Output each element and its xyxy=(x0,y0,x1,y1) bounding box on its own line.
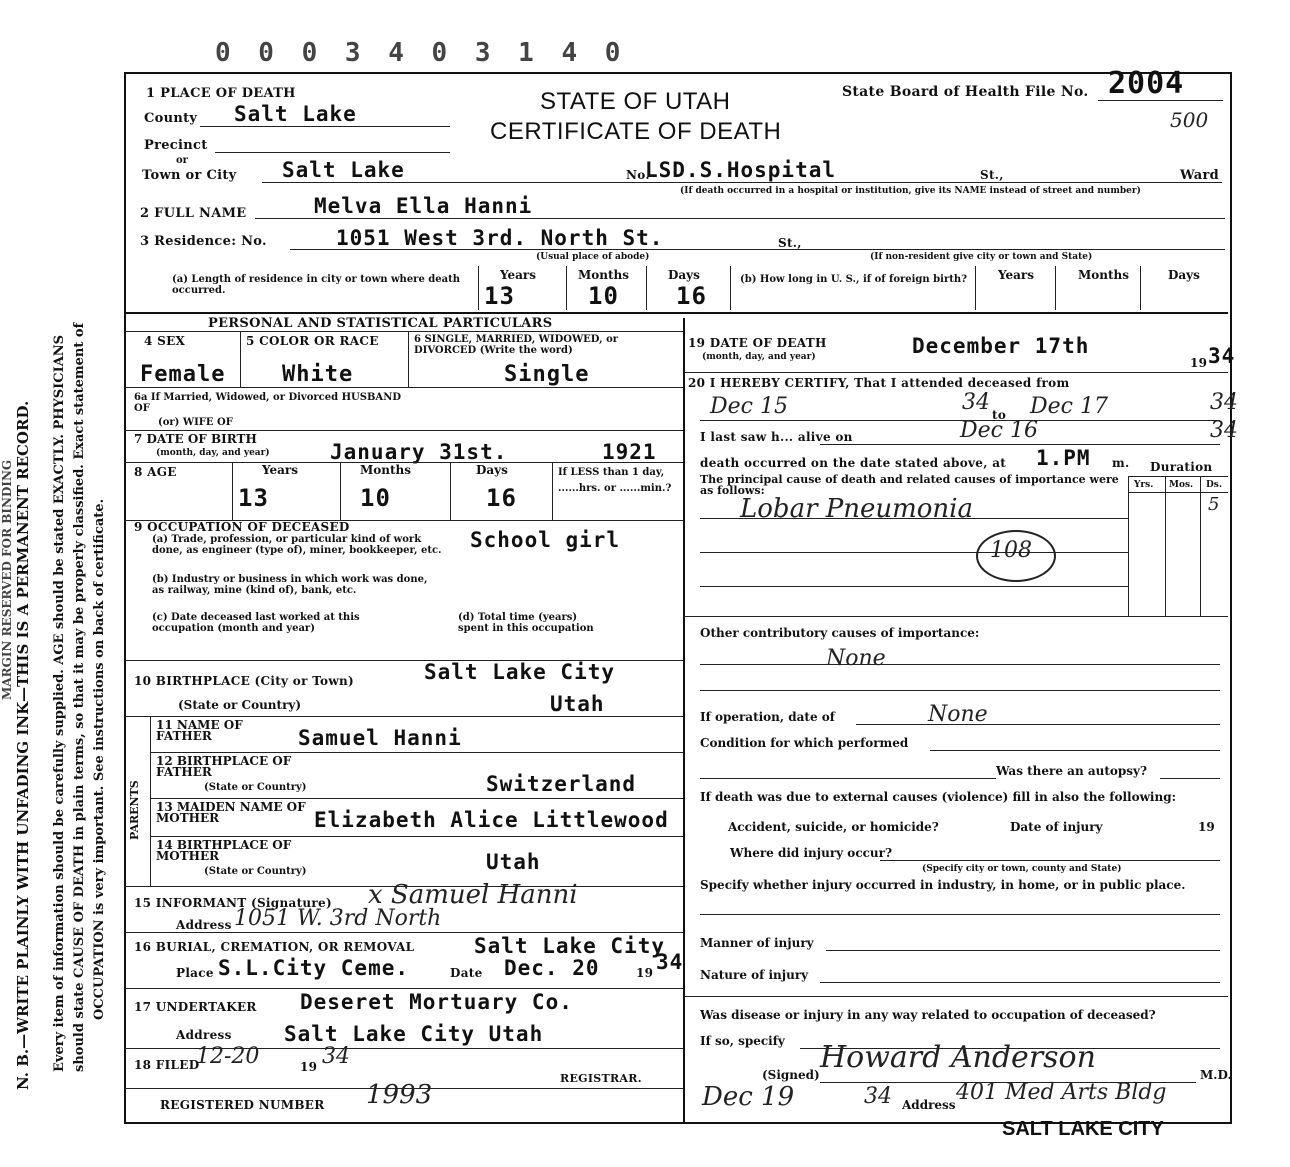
undertaker-label: 17 UNDERTAKER xyxy=(134,1000,257,1014)
len-years-value: 13 xyxy=(484,282,515,310)
mother-value: Elizabeth Alice Littlewood xyxy=(314,808,669,832)
informant-address-label: Address xyxy=(176,918,232,932)
st-label: St., xyxy=(980,168,1004,182)
state-heading: STATE OF UTAH xyxy=(540,88,731,115)
us-years-label: Years xyxy=(998,268,1035,282)
burial-place-value: S.L.City Ceme. xyxy=(218,956,410,980)
to-year: 34 xyxy=(1210,390,1238,415)
physician-address: 401 Med Arts Bldg xyxy=(956,1080,1167,1105)
death-date-value: December 17th xyxy=(912,334,1090,358)
registered-number-label: REGISTERED NUMBER xyxy=(160,1098,325,1112)
burial-year-prefix: 19 xyxy=(636,966,654,980)
residence-value: 1051 West 3rd. North St. xyxy=(336,226,664,250)
death-year: 34 xyxy=(1208,344,1236,368)
parents-label: PARENTS xyxy=(128,780,141,840)
age-label: 8 AGE xyxy=(134,465,177,479)
sex-value: Female xyxy=(140,362,226,387)
where-injury-label: Where did injury occur? xyxy=(730,846,893,860)
father-label: 11 NAME OF FATHER xyxy=(156,718,243,743)
personal-particulars-header: PERSONAL AND STATISTICAL PARTICULARS xyxy=(208,316,553,331)
cause-label: The principal cause of death and related causes of importance were as follows: xyxy=(700,473,1119,497)
specify-whether-label: Specify whether injury occurred in industry, in home, or in public place. xyxy=(700,878,1186,892)
manner-label: Manner of injury xyxy=(700,936,814,950)
margin-instruction-1: Every item of information should be carefully supplied. AGE should be stated EXACTLY. PHYSICIANS xyxy=(52,334,67,1072)
occupation-b: (b) Industry or business in which work was done, as railway, mine (kind of), bank, etc. xyxy=(152,574,428,596)
town-value: Salt Lake xyxy=(282,158,405,182)
duration-label: Duration xyxy=(1150,460,1213,474)
dob-label: 7 DATE OF BIRTH xyxy=(134,432,257,446)
father-state-label: (State or Country) xyxy=(204,782,307,793)
dob-value: January 31st. xyxy=(330,440,508,464)
operation-value: None xyxy=(928,702,988,727)
father-birth-label: 12 BIRTHPLACE OF FATHER xyxy=(156,754,292,779)
sex-label: 4 SEX xyxy=(144,334,186,348)
column-divider xyxy=(683,318,685,1122)
len-days-value: 16 xyxy=(676,282,707,310)
birth-state-value: Utah xyxy=(550,692,605,716)
death-date-sub: (month, day, and year) xyxy=(702,352,816,362)
birthplace-value: Salt Lake City xyxy=(424,660,616,684)
other-causes-label: Other contributory causes of importance: xyxy=(700,626,980,640)
informant-address: 1051 W. 3rd North xyxy=(234,906,442,931)
mos-label: Mos. xyxy=(1169,480,1194,490)
less-than-day: If LESS than 1 day, ......hrs. or ......min.? xyxy=(558,467,672,494)
filed-year: 34 xyxy=(322,1044,350,1069)
to-date: Dec 17 xyxy=(1030,394,1108,419)
filed-year-prefix: 19 xyxy=(300,1060,318,1074)
cause-days: 5 xyxy=(1208,494,1220,515)
last-saw-label: I last saw h... alive on xyxy=(700,430,853,444)
age-months-label: Months xyxy=(360,463,412,477)
len-days-label: Days xyxy=(668,268,700,282)
no-label: No. xyxy=(626,168,650,182)
signed-label: (Signed) xyxy=(762,1068,820,1082)
margin-instruction-2: should state CAUSE OF DEATH in plain terms, so that it may be properly classified. Exact statement of xyxy=(72,322,87,1072)
us-days-label: Days xyxy=(1168,268,1200,282)
autopsy-label: Was there an autopsy? xyxy=(996,764,1148,778)
place-of-death-label: 1 PLACE OF DEATH xyxy=(146,86,296,101)
spouse-label: 6a If Married, Widowed, or Divorced HUSBAND OF xyxy=(134,392,402,414)
if-so-label: If so, specify xyxy=(700,1034,785,1048)
cause-value: Lobar Pneumonia xyxy=(740,494,973,524)
file-number-label: State Board of Health File No. xyxy=(842,84,1089,100)
m-label: m. xyxy=(1112,456,1130,470)
undertaker-address-label: Address xyxy=(176,1028,232,1042)
race-value: White xyxy=(282,362,354,387)
physician-signature: Howard Anderson xyxy=(820,1040,1096,1075)
residence-st: St., xyxy=(778,236,802,250)
len-years-label: Years xyxy=(500,268,537,282)
serial-number: 0 0 0 3 4 0 3 1 4 0 xyxy=(215,38,627,68)
birth-state-label: (State or Country) xyxy=(178,698,302,712)
burial-value: Salt Lake City xyxy=(474,934,666,958)
informant-label: 15 INFORMANT (Signature) xyxy=(134,896,332,910)
operation-label: If operation, date of xyxy=(700,710,835,724)
mother-birth-label: 14 BIRTHPLACE OF MOTHER xyxy=(156,838,292,863)
to-label: to xyxy=(992,408,1007,422)
physician-address-label: Address xyxy=(902,1098,956,1112)
hospital-value: LSD.S.Hospital xyxy=(645,158,837,182)
us-months-label: Months xyxy=(1078,268,1130,282)
last-saw-date: Dec 16 xyxy=(960,418,1038,443)
filed-label: 18 FILED xyxy=(134,1058,200,1072)
accident-label: Accident, suicide, or homicide? xyxy=(728,820,939,834)
age-days-label: Days xyxy=(476,463,508,477)
signed-year: 34 xyxy=(864,1084,892,1109)
dob-sub: (month, day, and year) xyxy=(156,448,270,458)
age-years-label: Years xyxy=(262,463,299,477)
death-date-label: 19 DATE OF DEATH xyxy=(688,336,827,350)
from-date: Dec 15 xyxy=(710,394,788,419)
ward-label: Ward xyxy=(1180,168,1220,183)
occupation-label: 9 OCCUPATION OF DECEASED xyxy=(134,520,350,534)
father-value: Samuel Hanni xyxy=(298,726,462,750)
occupation-c: (c) Date deceased last worked at this occupation (month and year) xyxy=(152,612,360,634)
age-days-value: 16 xyxy=(486,484,517,512)
len-months-label: Months xyxy=(578,268,630,282)
signed-date: Dec 19 xyxy=(702,1082,795,1112)
length-residence-label: (a) Length of residence in city or town where death occurred. xyxy=(172,274,461,296)
death-time: 1.PM xyxy=(1036,446,1091,470)
margin-warning: N. B.—WRITE PLAINLY WITH UNFADING INK—THIS IS A PERMANENT RECORD. xyxy=(14,400,32,1090)
mother-label: 13 MAIDEN NAME OF MOTHER xyxy=(156,800,306,825)
birthplace-label: 10 BIRTHPLACE (City or Town) xyxy=(134,674,354,688)
condition-label: Condition for which performed xyxy=(700,736,909,750)
occupation-value: School girl xyxy=(470,528,621,552)
burial-date-value: Dec. 20 xyxy=(504,956,600,980)
nonresident-note: (If non-resident give city or town and State) xyxy=(870,252,1093,262)
len-months-value: 10 xyxy=(588,282,619,310)
county-label: County xyxy=(144,111,198,126)
cause-code: 108 xyxy=(990,538,1032,563)
yrs-label: Yrs. xyxy=(1134,480,1154,490)
file-number: 2004 xyxy=(1108,66,1185,101)
burial-year: 34 xyxy=(656,950,684,974)
precinct-label: Precinct xyxy=(144,138,208,153)
margin-instruction-3: OCCUPATION is very important. See instructions on back of certificate. xyxy=(92,498,107,1020)
ds-label: Ds. xyxy=(1206,480,1223,490)
undertaker-address: Salt Lake City Utah xyxy=(284,1022,544,1046)
residence-label: 3 Residence: No. xyxy=(140,234,267,249)
burial-label: 16 BURIAL, CREMATION, OR REMOVAL xyxy=(134,940,415,954)
undertaker-value: Deseret Mortuary Co. xyxy=(300,990,573,1014)
external-label: If death was due to external causes (violence) fill in also the following: xyxy=(700,790,1177,804)
full-name-value: Melva Ella Hanni xyxy=(314,194,533,218)
registered-number: 1993 xyxy=(366,1080,433,1110)
marital-value: Single xyxy=(504,362,590,387)
father-birth-value: Switzerland xyxy=(486,772,637,796)
informant-signature: x Samuel Hanni xyxy=(368,880,578,910)
other-causes-value: None xyxy=(826,646,886,671)
burial-date-label: Date xyxy=(450,966,483,980)
occurred-label: death occurred on the date stated above, at xyxy=(700,456,1007,470)
file-extra: 500 xyxy=(1170,108,1209,132)
death-year-prefix: 19 xyxy=(1190,356,1208,370)
injury-year-prefix: 19 xyxy=(1198,820,1215,834)
age-years-value: 13 xyxy=(238,484,269,512)
certificate-title: CERTIFICATE OF DEATH xyxy=(490,118,782,145)
disease-label: Was disease or injury in any way related to occupation of deceased? xyxy=(700,1008,1156,1022)
age-months-value: 10 xyxy=(360,484,391,512)
registrar-label: REGISTRAR. xyxy=(560,1072,642,1085)
specify-place-note: (Specify city or town, county and State) xyxy=(922,864,1122,874)
occupation-a: (a) Trade, profession, or particular kind of work done, as engineer (type of), miner, bookkeeper, etc. xyxy=(152,534,442,556)
certify-label: 20 I HEREBY CERTIFY, That I attended deceased from xyxy=(688,376,1070,390)
burial-place-label: Place xyxy=(176,966,214,980)
nature-label: Nature of injury xyxy=(700,968,809,982)
dob-year: 1921 xyxy=(602,440,657,464)
city-stamp: SALT LAKE CITY xyxy=(1002,1118,1164,1140)
last-saw-year: 34 xyxy=(1210,418,1238,443)
mother-state-label: (State or Country) xyxy=(204,866,307,877)
occupation-d: (d) Total time (years) spent in this occupation xyxy=(458,612,594,634)
injury-date-label: Date of injury xyxy=(1010,820,1103,834)
us-residence-label: (b) How long in U. S., if of foreign birth? xyxy=(740,274,967,285)
full-name-label: 2 FULL NAME xyxy=(140,206,247,221)
md-label: M.D. xyxy=(1200,1068,1232,1082)
county-value: Salt Lake xyxy=(234,102,357,126)
town-label: Town or City xyxy=(142,168,237,183)
or-text: or xyxy=(176,155,188,166)
race-label: 5 COLOR OR RACE xyxy=(246,334,379,348)
usual-place-note: (Usual place of abode) xyxy=(536,252,650,262)
filed-date: 12-20 xyxy=(196,1044,260,1069)
from-year: 34 xyxy=(962,390,990,415)
margin-binding: MARGIN RESERVED FOR BINDING xyxy=(0,459,14,700)
wife-label: (or) WIFE OF xyxy=(158,417,233,428)
hospital-note: (If death occurred in a hospital or institution, give its NAME instead of street and number) xyxy=(680,186,1141,196)
mother-birth-value: Utah xyxy=(486,850,541,874)
marital-label: 6 SINGLE, MARRIED, WIDOWED, or DIVORCED (Write the word) xyxy=(414,334,619,356)
